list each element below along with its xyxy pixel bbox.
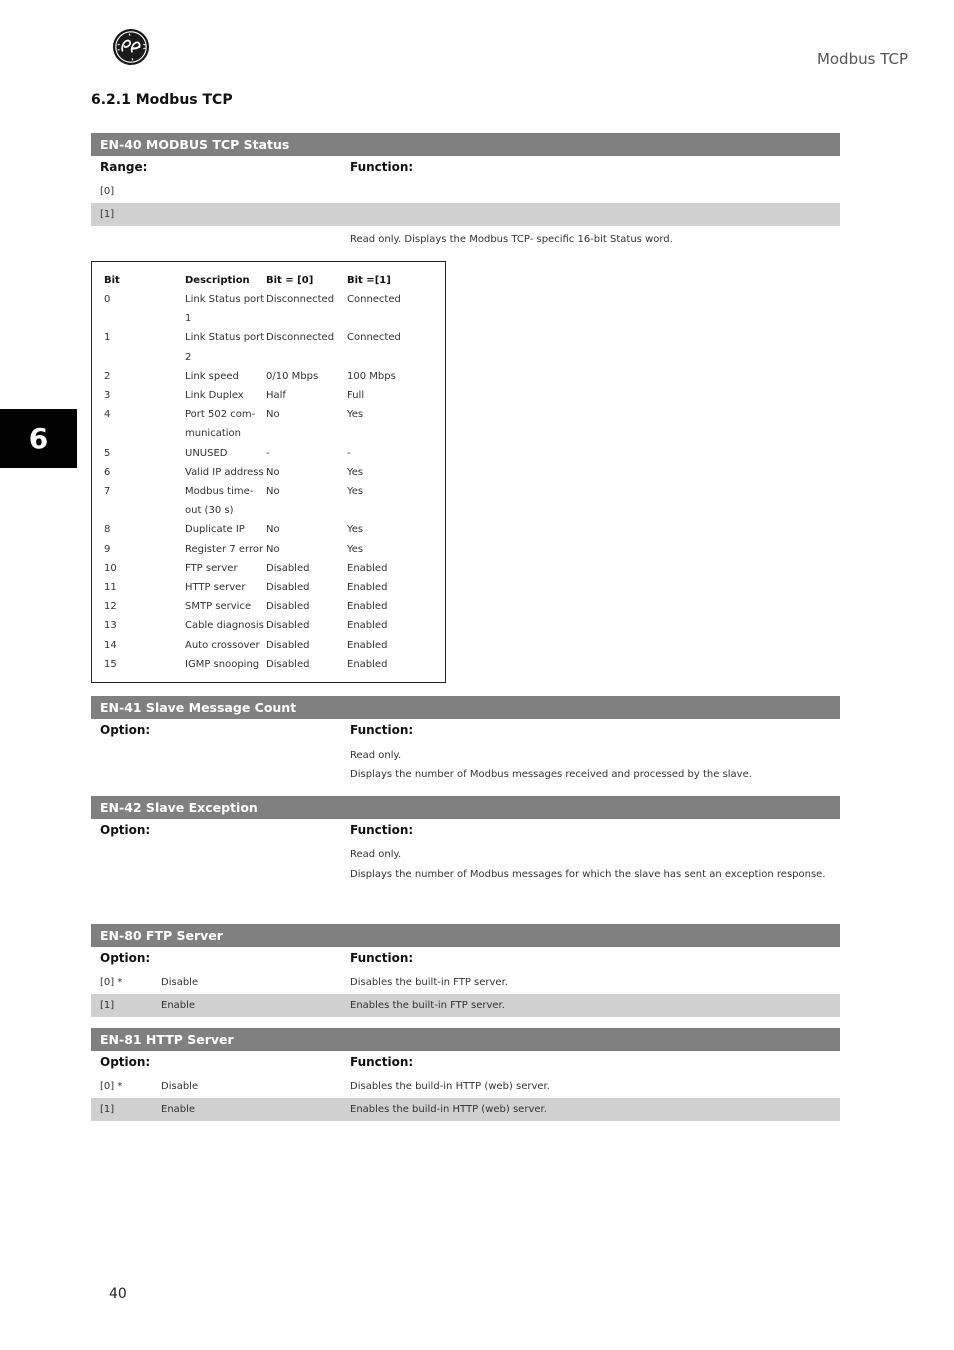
option-label: Option: <box>100 823 151 837</box>
param-en40-labels <box>91 156 840 180</box>
bit-value-1: Enabled <box>347 582 388 594</box>
option-name: Disable <box>161 1081 199 1092</box>
function-label: Function: <box>350 951 414 965</box>
table-row <box>104 578 437 597</box>
bit-value-1: Enabled <box>347 658 388 670</box>
header-title: Modbus TCP <box>816 50 908 68</box>
bit-number: 5 <box>104 447 111 459</box>
function-label: Function: <box>350 723 414 737</box>
param-en81-labels <box>91 1051 840 1075</box>
bit-value-1: 100 Mbps <box>347 370 396 382</box>
bit-value-0: No <box>266 524 280 536</box>
bit-value-0: No <box>266 543 280 555</box>
column-header-bit0: Bit = [0] <box>266 275 314 286</box>
table-row <box>104 636 437 655</box>
table-row <box>104 463 437 482</box>
option-row <box>91 971 840 994</box>
bit-value-1: Connected <box>347 294 401 305</box>
option-function: Enables the build-in HTTP (web) server. <box>350 1104 547 1115</box>
bit-value-1: Enabled <box>347 562 388 574</box>
option-function: Enables the built-in FTP server. <box>350 1000 505 1011</box>
bit-number: 12 <box>104 601 117 613</box>
param-en41 <box>91 696 840 743</box>
bit-value-0: No <box>266 409 280 421</box>
param-en80-labels <box>91 947 840 971</box>
bit-description: Link Status port 1 <box>185 294 265 325</box>
bit-description: Link Status port 2 <box>185 332 265 363</box>
option-name: Disable <box>161 977 199 988</box>
option-row <box>91 1098 840 1121</box>
param-en40 <box>91 133 840 226</box>
range-label: Range: <box>100 160 148 174</box>
table-row <box>104 405 437 443</box>
bit-number: 6 <box>104 466 111 478</box>
bit-number: 14 <box>104 639 117 651</box>
bit-value-0: No <box>266 466 280 478</box>
bit-value-0: 0/10 Mbps <box>266 370 319 382</box>
bit-description: Cable diagnosis <box>185 620 264 632</box>
bit-description: FTP server <box>185 562 238 574</box>
bit-number: 13 <box>104 620 117 632</box>
bit-table-body <box>104 290 437 674</box>
bit-number: 0 <box>104 294 111 305</box>
en42-description-line: Displays the number of Modbus messages for which the slave has sent an exception response. <box>350 869 826 880</box>
bit-value-1: Full <box>347 390 365 402</box>
option-row <box>91 994 840 1017</box>
option-label: Option: <box>100 951 151 965</box>
en42-description-line: Read only. <box>350 849 402 860</box>
bit-number: 3 <box>104 390 111 402</box>
table-row <box>104 540 437 559</box>
bit-number: 1 <box>104 332 111 344</box>
bit-number: 15 <box>104 658 117 670</box>
bit-description: HTTP server <box>185 582 246 594</box>
bit-value-1: Yes <box>347 409 364 421</box>
param-en81-title: EN-81 HTTP Server <box>91 1028 840 1051</box>
option-function: Disables the built-in FTP server. <box>350 977 508 988</box>
bit-value-1: Yes <box>347 466 364 478</box>
bit-number: 10 <box>104 562 117 574</box>
param-en81 <box>91 1028 840 1121</box>
bit-description: Port 502 com-munication <box>185 409 256 440</box>
bit-number: 2 <box>104 370 111 382</box>
option-function: Disables the build-in HTTP (web) server. <box>350 1081 550 1092</box>
table-row <box>104 520 437 539</box>
bit-description: Auto crossover <box>185 639 260 651</box>
column-header-description: Description <box>185 275 250 286</box>
bit-number: 7 <box>104 486 111 498</box>
table-header-row <box>104 273 437 290</box>
param-en42-labels <box>91 819 840 843</box>
bit-value-0: Disabled <box>266 639 310 651</box>
param-en80-title: EN-80 FTP Server <box>91 924 840 947</box>
table-row <box>104 597 437 616</box>
param-en40-title: EN-40 MODBUS TCP Status <box>91 133 840 156</box>
param-en42 <box>91 796 840 843</box>
option-value: [0] * <box>100 1081 123 1092</box>
status-bit-table <box>91 261 446 683</box>
param-en41-title: EN-41 Slave Message Count <box>91 696 840 719</box>
bit-value-0: - <box>266 447 270 459</box>
bit-value-0: Disabled <box>266 562 310 574</box>
function-label: Function: <box>350 823 414 837</box>
bit-value-1: Yes <box>347 524 364 536</box>
bit-description: Duplicate IP <box>185 524 245 536</box>
range-row <box>91 203 840 226</box>
bit-description: Register 7 error <box>185 543 264 555</box>
bit-value-1: Yes <box>347 486 364 498</box>
param-en41-labels <box>91 719 840 743</box>
option-row <box>91 1075 840 1098</box>
bit-description: Valid IP address <box>185 466 264 478</box>
bit-value-1: Connected <box>347 332 401 344</box>
table-row <box>104 367 437 386</box>
option-label: Option: <box>100 1055 151 1069</box>
bit-value-1: Enabled <box>347 601 388 613</box>
bit-value-1: - <box>347 447 351 459</box>
bit-number: 4 <box>104 409 111 421</box>
table-row <box>104 655 437 674</box>
bit-number: 11 <box>104 582 117 594</box>
bit-value-0: Disabled <box>266 582 310 594</box>
chapter-tab: 6 <box>0 409 77 468</box>
table-row <box>104 559 437 578</box>
page-number: 40 <box>109 1286 127 1302</box>
ge-logo-icon <box>112 28 150 66</box>
bit-value-1: Yes <box>347 543 364 555</box>
bit-description: UNUSED <box>185 447 228 459</box>
bit-value-0: Disabled <box>266 658 310 670</box>
option-value: [0] * <box>100 977 123 988</box>
bit-description: SMTP service <box>185 601 252 613</box>
bit-description: Link Duplex <box>185 390 244 402</box>
bit-description: IGMP snooping <box>185 658 260 670</box>
range-value: [0] <box>100 186 115 197</box>
option-name: Enable <box>161 1104 196 1115</box>
column-header-bit: Bit <box>104 275 120 286</box>
table-row <box>104 482 437 520</box>
bit-value-0: Half <box>266 390 286 402</box>
bit-number: 9 <box>104 543 111 555</box>
bit-value-0: No <box>266 486 280 498</box>
section-title: 6.2.1 Modbus TCP <box>91 92 233 108</box>
table-row <box>104 290 437 328</box>
en41-description-line: Displays the number of Modbus messages received and processed by the slave. <box>350 769 752 780</box>
bit-value-1: Enabled <box>347 639 388 651</box>
column-header-bit1: Bit =[1] <box>347 275 391 286</box>
range-row <box>91 180 840 203</box>
param-en42-title: EN-42 Slave Exception <box>91 796 840 819</box>
bit-value-1: Enabled <box>347 620 388 632</box>
table-row <box>104 444 437 463</box>
function-label: Function: <box>350 1055 414 1069</box>
option-value: [1] <box>100 1104 115 1115</box>
bit-value-0: Disconnected <box>266 294 335 305</box>
table-row <box>104 386 437 405</box>
bit-description: Link speed <box>185 370 239 382</box>
bit-value-0: Disconnected <box>266 332 335 344</box>
bit-value-0: Disabled <box>266 601 310 613</box>
range-value: [1] <box>100 209 115 220</box>
option-label: Option: <box>100 723 151 737</box>
function-label: Function: <box>350 160 414 174</box>
option-name: Enable <box>161 1000 196 1011</box>
table-row <box>104 616 437 635</box>
en41-description-line: Read only. <box>350 750 402 761</box>
param-en80 <box>91 924 840 1017</box>
bit-description: Modbus time-out (30 s) <box>185 486 254 517</box>
bit-value-0: Disabled <box>266 620 310 632</box>
option-value: [1] <box>100 1000 115 1011</box>
table-row <box>104 328 437 366</box>
en40-description: Read only. Displays the Modbus TCP- specific 16-bit Status word. <box>350 234 673 245</box>
bit-number: 8 <box>104 524 111 536</box>
